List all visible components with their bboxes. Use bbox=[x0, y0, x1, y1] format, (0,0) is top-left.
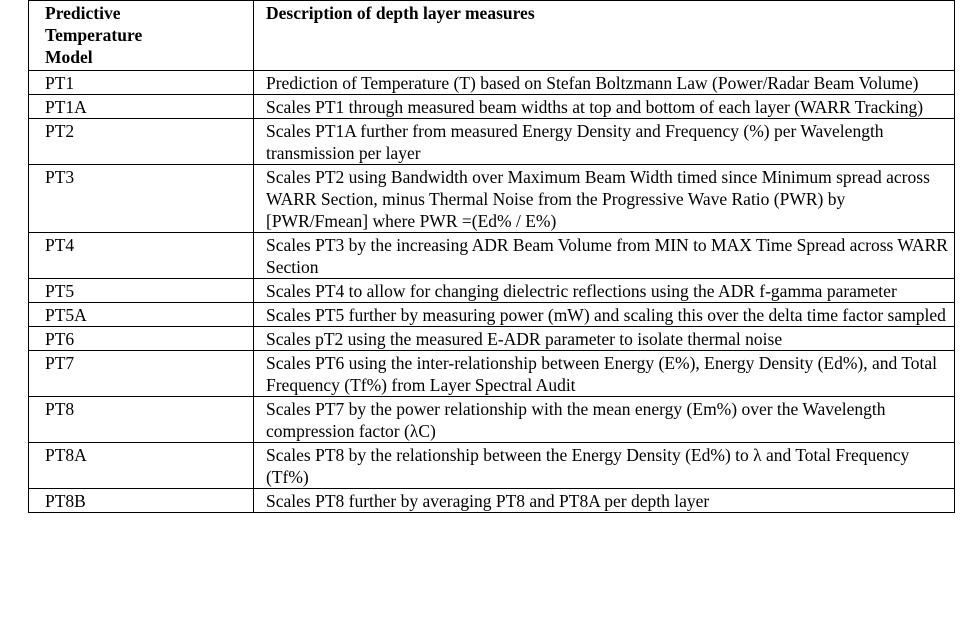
description-cell: Scales PT5 further by measuring power (mW) and scaling this over the delta time factor sampled bbox=[254, 303, 955, 327]
description-cell: Scales PT2 using Bandwidth over Maximum Beam Width timed since Minimum spread across WARR Section, minus Thermal Noise from the Progressive Wave Ratio (PWR) by [PWR/Fmean] where PWR =(Ed% / E%) bbox=[254, 165, 955, 233]
table-row bbox=[29, 233, 955, 279]
table-row bbox=[29, 279, 955, 303]
description-cell: Scales PT4 to allow for changing dielectric reflections using the ADR f-gamma parameter bbox=[254, 279, 955, 303]
model-header-line-3: Model bbox=[45, 47, 93, 67]
model-cell: PT1A bbox=[29, 95, 254, 119]
model-cell: PT2 bbox=[29, 119, 254, 165]
table-row bbox=[29, 303, 955, 327]
table-row bbox=[29, 95, 955, 119]
description-cell: Scales PT1A further from measured Energy Density and Frequency (%) per Wavelength transmission per layer bbox=[254, 119, 955, 165]
model-cell: PT3 bbox=[29, 165, 254, 233]
description-cell: Scales PT7 by the power relationship with the mean energy (Em%) over the Wavelength compression factor (λC) bbox=[254, 397, 955, 443]
table-row bbox=[29, 443, 955, 489]
model-cell: PT8A bbox=[29, 443, 254, 489]
description-cell: Scales PT8 by the relationship between the Energy Density (Ed%) to λ and Total Frequency (Tf%) bbox=[254, 443, 955, 489]
table-row bbox=[29, 71, 955, 95]
description-cell: Scales PT8 further by averaging PT8 and PT8A per depth layer bbox=[254, 489, 955, 513]
model-cell: PT5A bbox=[29, 303, 254, 327]
table-row bbox=[29, 119, 955, 165]
model-column-header bbox=[29, 1, 254, 71]
description-cell: Scales pT2 using the measured E-ADR parameter to isolate thermal noise bbox=[254, 327, 955, 351]
model-cell: PT6 bbox=[29, 327, 254, 351]
description-cell: Scales PT1 through measured beam widths at top and bottom of each layer (WARR Tracking) bbox=[254, 95, 955, 119]
description-column-header: Description of depth layer measures bbox=[254, 1, 955, 71]
table-header-row bbox=[29, 1, 955, 71]
table-row bbox=[29, 327, 955, 351]
model-cell: PT4 bbox=[29, 233, 254, 279]
model-cell: PT8B bbox=[29, 489, 254, 513]
description-cell: Scales PT3 by the increasing ADR Beam Volume from MIN to MAX Time Spread across WARR Section bbox=[254, 233, 955, 279]
table-row bbox=[29, 351, 955, 397]
table-row bbox=[29, 165, 955, 233]
model-cell: PT8 bbox=[29, 397, 254, 443]
model-header-line-1: Predictive bbox=[45, 3, 121, 23]
description-cell: Prediction of Temperature (T) based on Stefan Boltzmann Law (Power/Radar Beam Volume) bbox=[254, 71, 955, 95]
model-cell: PT1 bbox=[29, 71, 254, 95]
model-header-line-2: Temperature bbox=[45, 25, 143, 45]
model-cell: PT7 bbox=[29, 351, 254, 397]
table-row bbox=[29, 489, 955, 513]
depth-layer-measures-table bbox=[28, 0, 955, 513]
table-row bbox=[29, 397, 955, 443]
model-cell: PT5 bbox=[29, 279, 254, 303]
description-cell: Scales PT6 using the inter-relationship between Energy (E%), Energy Density (Ed%), and Total Frequency (Tf%) from Layer Spectral Audit bbox=[254, 351, 955, 397]
